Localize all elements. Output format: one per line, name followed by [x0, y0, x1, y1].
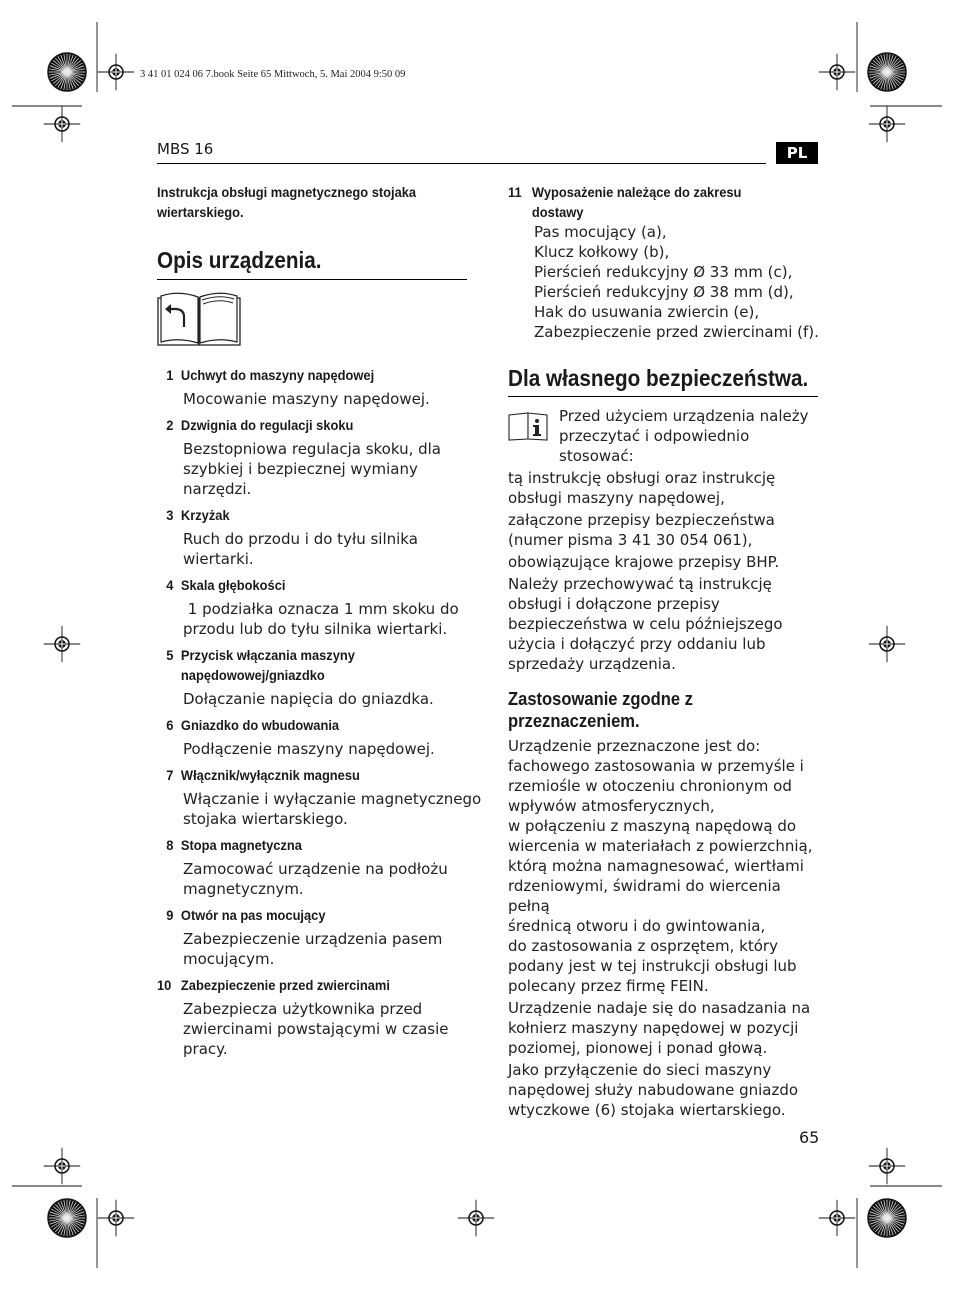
- item-title-text: Dzwignia do regulacji skoku: [180, 417, 354, 433]
- safety-paragraphs: [508, 468, 820, 674]
- header-rule: [157, 163, 766, 164]
- body-line: Zabezpiecza użytkownika przed: [183, 1000, 423, 1018]
- item-title-text: Włącznik/wyłącznik magnesu: [180, 767, 360, 783]
- item-title: [157, 575, 444, 595]
- registration-mark: [98, 1200, 134, 1236]
- body-line: stojaka wiertarskiego.: [183, 810, 348, 828]
- paragraph: [508, 998, 820, 1058]
- paragraph-line: poziomej, pionowej i ponad głową.: [508, 1039, 768, 1057]
- star-target-mark: [868, 1199, 906, 1237]
- paragraph-line: obsługi i dołączone przepisy: [508, 595, 720, 613]
- title-rule: [508, 396, 818, 397]
- item-body: [157, 689, 469, 709]
- paragraph-line: wpływów atmosferycznych,: [508, 797, 715, 815]
- body-line: zwiercinami powstającymi w czasie: [183, 1020, 449, 1038]
- item-body: [157, 789, 482, 829]
- item-title: [508, 182, 795, 202]
- paragraph-line: obowiązujące krajowe przepisy BHP.: [508, 553, 780, 571]
- item-number: 5: [166, 647, 174, 663]
- section-title-description: Opis urządzenia.: [157, 247, 322, 273]
- list-item: [157, 835, 469, 899]
- item-number: 3: [166, 507, 174, 523]
- item-title-line2: dostawy: [531, 204, 584, 220]
- info-text: [559, 406, 808, 466]
- registration-mark: [98, 54, 134, 90]
- body-line: Zabezpieczenie przed zwiercinami (f).: [534, 323, 819, 341]
- title-rule: [157, 279, 467, 280]
- info-line: stosować:: [559, 447, 634, 465]
- item-title-text: Stopa magnetyczna: [180, 837, 302, 853]
- item-number: 10: [157, 977, 172, 993]
- paragraph-line: napędowej służy nabudowane gniazdo: [508, 1081, 799, 1099]
- item-title-text: Gniazdko do wbudowania: [180, 717, 340, 733]
- body-line: Podłączenie maszyny napędowej.: [183, 740, 435, 758]
- item-number: 7: [166, 767, 174, 783]
- registration-mark: [869, 626, 905, 662]
- body-line: Hak do usuwania zwiercin (e),: [534, 303, 760, 321]
- paragraph: [508, 510, 820, 550]
- item-title-text: Zabezpieczenie przed zwiercinami: [180, 977, 390, 993]
- item-title: [157, 415, 444, 435]
- body-line: Ruch do przodu i do tyłu silnika: [183, 530, 418, 548]
- registration-mark: [458, 1200, 494, 1236]
- item-title-text: Otwór na pas mocujący: [180, 907, 326, 923]
- intro-text: Instrukcja obsługi magnetycznego stojaka wiertarskiego.: [157, 184, 417, 220]
- item-body: [508, 222, 820, 342]
- registration-mark: [869, 106, 905, 142]
- paragraph-line: wiercenia w materiałach z powierzchnią,: [508, 837, 813, 855]
- list-item: [157, 505, 469, 569]
- list-item: [157, 365, 469, 409]
- paragraph-line: wtyczkowe (6) stojaka wiertarskiego.: [508, 1101, 786, 1119]
- paragraph-line: polecany przez firmę FEIN.: [508, 977, 709, 995]
- item-title-text: Uchwyt do maszyny napędowej: [180, 367, 375, 383]
- model-name: MBS 16: [157, 140, 214, 158]
- star-target-mark: [48, 53, 86, 91]
- item-body: [157, 859, 469, 899]
- body-line: Bezstopniowa regulacja skoku, dla: [183, 440, 441, 458]
- component-list: [157, 365, 482, 1059]
- language-badge: PL: [776, 142, 818, 164]
- body-line: przodu lub do tyłu silnika wiertarki.: [183, 620, 448, 638]
- item-title-text: Skala głębokości: [180, 577, 286, 593]
- item-body: [157, 599, 469, 639]
- item-title: [157, 645, 444, 665]
- item-title-text: Przycisk włączania maszyny: [180, 647, 355, 663]
- item-body: [157, 439, 469, 499]
- registration-mark: [819, 1200, 855, 1236]
- item-title-text: Krzyżak: [180, 507, 230, 523]
- list-item: [157, 715, 469, 759]
- registration-mark: [44, 626, 80, 662]
- item-title-text: Wyposażenie należące do zakresu: [531, 184, 742, 200]
- section-title-safety: Dla własnego bezpieczeństwa.: [508, 365, 809, 391]
- paragraph-line: obsługi maszyny napędowej,: [508, 489, 725, 507]
- body-line: Zabezpieczenie urządzenia pasem: [183, 930, 443, 948]
- paragraph-line: fachowego zastosowania w przemyśle i: [508, 757, 804, 775]
- paragraph: [508, 736, 820, 996]
- body-line: Klucz kołkowy (b),: [534, 243, 670, 261]
- item-title: [157, 765, 444, 785]
- body-line: wiertarki.: [183, 550, 254, 568]
- body-line: Dołączanie napięcia do gniazdka.: [183, 690, 434, 708]
- paragraph-line: w połączeniu z maszyną napędową do: [508, 817, 797, 835]
- item-number: 1: [166, 367, 174, 383]
- right-column: [508, 182, 820, 1120]
- item-number: 6: [166, 717, 174, 733]
- registration-mark: [869, 1148, 905, 1184]
- body-line: Pierścień redukcyjny Ø 33 mm (c),: [534, 263, 793, 281]
- manual-book-icon: [157, 291, 241, 347]
- paragraph-line: użycia i dołączyć przy oddaniu lub: [508, 635, 766, 653]
- item-number: 4: [166, 577, 174, 593]
- paragraph: [508, 574, 820, 674]
- registration-mark: [44, 106, 80, 142]
- item-number: 2: [166, 417, 174, 433]
- paragraph-line: do zastosowania z osprzętem, który: [508, 937, 778, 955]
- star-target-mark: [48, 1199, 86, 1237]
- item-title-line2: napędowowej/gniazdko: [180, 667, 325, 683]
- list-item: [508, 182, 820, 342]
- item-body: [157, 999, 469, 1059]
- item-number: 11: [508, 184, 522, 200]
- paragraph-line: rdzeniowymi, świdrami do wiercenia pełną: [508, 877, 781, 915]
- paragraph: [508, 468, 820, 508]
- body-line: narzędzi.: [183, 480, 252, 498]
- paragraph-line: podany jest w tej instrukcji obsługi lub: [508, 957, 797, 975]
- usage-paragraphs: [508, 736, 820, 1120]
- list-item: [157, 905, 469, 969]
- info-line: Przed użyciem urządzenia należy: [559, 407, 809, 425]
- list-item: [157, 645, 469, 709]
- left-column: [157, 182, 482, 1065]
- paragraph-line: średnicą otworu i do gwintowania,: [508, 917, 766, 935]
- info-note: [508, 406, 820, 466]
- page-number: 65: [799, 1128, 820, 1147]
- paragraph: [508, 552, 820, 572]
- item-title: [157, 505, 444, 525]
- registration-mark: [44, 1148, 80, 1184]
- paragraph-line: załączone przepisy bezpieczeństwa: [508, 511, 775, 529]
- body-line: magnetycznym.: [183, 880, 304, 898]
- paragraph: [508, 1060, 820, 1120]
- body-line: szybkiej i bezpiecznej wymiany: [183, 460, 418, 478]
- paragraph-line: Urządzenie przeznaczone jest do:: [508, 737, 761, 755]
- registration-mark: [819, 54, 855, 90]
- item-title: [157, 365, 444, 385]
- paragraph-line: bezpieczeństwa w celu późniejszego: [508, 615, 783, 633]
- info-line: przeczytać i odpowiednio: [559, 427, 750, 445]
- paragraph-line: sprzedaży urządzenia.: [508, 655, 676, 673]
- item-body: [157, 739, 469, 759]
- paragraph-line: Należy przechowywać tą instrukcję: [508, 575, 772, 593]
- list-item: [157, 575, 469, 639]
- body-line: Zamocować urządzenie na podłożu: [183, 860, 448, 878]
- item-title: [157, 905, 444, 925]
- item-title: [157, 975, 444, 995]
- list-item: [157, 415, 469, 499]
- list-item: [157, 975, 469, 1059]
- info-book-icon: [508, 411, 548, 441]
- list-item: [157, 765, 482, 829]
- body-line: Włączanie i wyłączanie magnetycznego: [183, 790, 482, 808]
- item-number: 8: [166, 837, 174, 853]
- paragraph-line: tą instrukcję obsługi oraz instrukcję: [508, 469, 776, 487]
- body-line: pracy.: [183, 1040, 228, 1058]
- body-line: Pas mocujący (a),: [534, 223, 667, 241]
- paragraph-line: (numer pisma 3 41 30 054 061),: [508, 531, 753, 549]
- paragraph-line: rzemiośle w otoczeniu chronionym od: [508, 777, 792, 795]
- print-info: 3 41 01 024 06 7.book Seite 65 Mittwoch, 5. Mai 2004 9:50 09: [140, 69, 406, 80]
- body-line: Mocowanie maszyny napędowej.: [183, 390, 430, 408]
- item-body: [157, 389, 469, 409]
- body-line: 1 podziałka oznacza 1 mm skoku do: [183, 600, 459, 618]
- paragraph-line: kołnierz maszyny napędowej w pozycji: [508, 1019, 799, 1037]
- body-line: Pierścień redukcyjny Ø 38 mm (d),: [534, 283, 794, 301]
- item-number: 9: [166, 907, 174, 923]
- item-title: [157, 715, 444, 735]
- item-title: [157, 835, 444, 855]
- star-target-mark: [868, 53, 906, 91]
- paragraph-line: Urządzenie nadaje się do nasadzania na: [508, 999, 811, 1017]
- usage-title: Zastosowanie zgodne z przeznaczeniem.: [508, 689, 693, 731]
- paragraph-line: Jako przyłączenie do sieci maszyny: [508, 1061, 772, 1079]
- item-body: [157, 929, 469, 969]
- body-line: mocującym.: [183, 950, 275, 968]
- paragraph-line: którą można namagnesować, wiertłami: [508, 857, 804, 875]
- item-body: [157, 529, 469, 569]
